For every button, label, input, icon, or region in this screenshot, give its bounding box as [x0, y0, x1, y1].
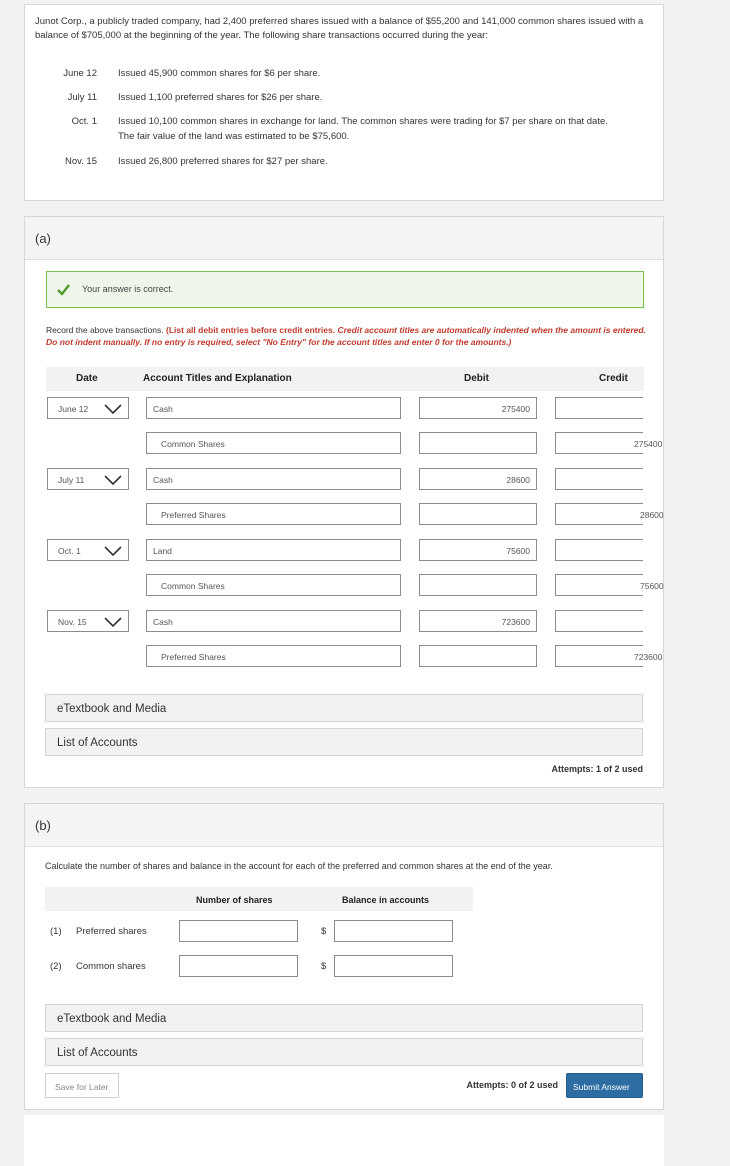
tx-date: July 11 — [67, 92, 97, 103]
credit-field[interactable] — [555, 645, 663, 667]
problem-intro: Junot Corp., a publicly traded company, had 2,400 preferred shares issued with a balance of $55,200 and 141,000 common shares issued with a balance of $705,000 at the beginning of the year. The following share transactions occurred during the year: — [35, 16, 644, 41]
debit-value: 275400 — [501, 404, 530, 414]
account-field[interactable] — [146, 468, 401, 490]
debit-value: 723600 — [501, 617, 530, 627]
account-value: Cash — [153, 617, 173, 627]
credit-value: 275400 — [634, 439, 663, 449]
correct-text: Your answer is correct. — [82, 284, 174, 294]
account-value: Cash — [153, 404, 173, 414]
chevron-down-icon — [103, 474, 123, 486]
tx-text: Issued 1,100 preferred shares for $26 per share. — [118, 92, 323, 103]
col-date: Date — [76, 373, 98, 384]
credit-field[interactable] — [555, 432, 663, 454]
currency-symbol: $ — [321, 961, 327, 972]
part-b-instruction: Calculate the number of shares and balance in the account for each of the preferred and common shares at the end of the year. — [45, 861, 553, 871]
chevron-down-icon — [103, 616, 123, 628]
tx-text: Issued 10,100 common shares in exchange for land. The common shares were trading for $7 per share on that date. — [118, 116, 608, 127]
save-for-later-label: Save for Later — [55, 1082, 109, 1092]
account-field[interactable] — [146, 645, 401, 667]
part-b-table-header — [45, 887, 473, 911]
debit-value: 75600 — [506, 546, 530, 556]
date-select[interactable] — [47, 397, 129, 419]
common-shares-count-input[interactable] — [179, 955, 298, 977]
account-value: Land — [153, 546, 172, 556]
save-for-later-button[interactable] — [45, 1073, 119, 1098]
row-label: Preferred shares — [76, 926, 147, 937]
account-value: Cash — [153, 475, 173, 485]
col-account: Account Titles and Explanation — [143, 373, 292, 384]
credit-field[interactable] — [555, 539, 643, 561]
row-number: (1) — [50, 926, 62, 937]
common-shares-balance-input[interactable] — [334, 955, 453, 977]
tx-date: June 12 — [63, 68, 97, 79]
instr-red-1: (List all debit entries before credit entries. — [166, 325, 338, 335]
debit-field[interactable] — [419, 503, 537, 525]
row-number: (2) — [50, 961, 62, 972]
correct-banner — [46, 271, 644, 308]
tx-date: Oct. 1 — [71, 116, 97, 127]
date-select[interactable] — [47, 539, 129, 561]
credit-field[interactable] — [555, 503, 664, 525]
etextbook-label: eTextbook and Media — [57, 1013, 167, 1025]
part-a-label: (a) — [35, 231, 51, 246]
list-of-accounts-label: List of Accounts — [57, 1047, 138, 1059]
problem-card — [24, 4, 664, 201]
attempts-text: Attempts: 0 of 2 used — [466, 1080, 558, 1090]
date-select[interactable] — [47, 468, 129, 490]
debit-field[interactable] — [419, 397, 537, 419]
account-value: Common Shares — [161, 581, 225, 591]
preferred-shares-count-input[interactable] — [179, 920, 298, 942]
col-balance-in-accounts: Balance in accounts — [342, 895, 430, 905]
credit-field[interactable] — [555, 574, 664, 596]
debit-field[interactable] — [419, 645, 537, 667]
instr-plain: Record the above transactions. — [46, 325, 167, 335]
col-number-of-shares: Number of shares — [196, 895, 273, 905]
etextbook-media-link[interactable] — [45, 1004, 643, 1032]
date-select[interactable] — [47, 610, 129, 632]
etextbook-label: eTextbook and Media — [57, 703, 167, 715]
account-field[interactable] — [146, 574, 401, 596]
submit-answer-button[interactable] — [566, 1073, 643, 1098]
tx-text: Issued 26,800 preferred shares for $27 per share. — [118, 156, 328, 167]
account-field[interactable] — [146, 397, 401, 419]
date-select-value: Oct. 1 — [58, 546, 81, 556]
debit-value: 28600 — [506, 475, 530, 485]
credit-value: 75600 — [640, 581, 664, 591]
instr-red-2: Credit account titles are automatically indented when the amount is entered. Do not indent manually. If no entry is required, select "No Entry" for the account titles and enter 0 for the amounts.) — [46, 325, 646, 347]
part-a-header — [25, 217, 663, 260]
account-value: Preferred Shares — [161, 652, 226, 662]
date-select-value: June 12 — [58, 404, 89, 414]
list-of-accounts-link[interactable] — [45, 1038, 643, 1066]
attempts-text: Attempts: 1 of 2 used — [551, 764, 643, 774]
currency-symbol: $ — [321, 926, 327, 937]
col-credit: Credit — [599, 373, 628, 384]
tx-date: Nov. 15 — [64, 156, 97, 167]
account-field[interactable] — [146, 610, 401, 632]
part-b-header — [25, 804, 663, 847]
date-select-value: July 11 — [58, 475, 85, 485]
etextbook-media-link[interactable] — [45, 694, 643, 722]
journal-header — [46, 367, 644, 391]
preferred-shares-balance-input[interactable] — [334, 920, 453, 942]
list-of-accounts-link[interactable] — [45, 728, 643, 756]
check-icon — [57, 284, 70, 295]
row-label: Common shares — [76, 961, 146, 972]
tx-text: Issued 45,900 common shares for $6 per share. — [118, 68, 321, 79]
bottom-panel — [24, 1115, 664, 1166]
date-select-value: Nov. 15 — [58, 617, 87, 627]
part-b-label: (b) — [35, 818, 51, 833]
debit-field[interactable] — [419, 432, 537, 454]
account-value: Preferred Shares — [161, 510, 226, 520]
chevron-down-icon — [103, 403, 123, 415]
account-value: Common Shares — [161, 439, 225, 449]
credit-value: 28600 — [640, 510, 664, 520]
submit-answer-label: Submit Answer — [573, 1082, 630, 1092]
chevron-down-icon — [103, 545, 123, 557]
debit-field[interactable] — [419, 468, 537, 490]
col-debit: Debit — [464, 373, 489, 384]
credit-value: 723600 — [634, 652, 663, 662]
tx-text-cont: The fair value of the land was estimated to be $75,600. — [118, 131, 350, 142]
debit-field[interactable] — [419, 539, 537, 561]
debit-field[interactable] — [419, 610, 537, 632]
list-of-accounts-label: List of Accounts — [57, 737, 138, 749]
credit-field[interactable] — [555, 397, 643, 419]
credit-field[interactable] — [555, 468, 643, 490]
part-a-instructions — [46, 324, 646, 348]
account-field[interactable] — [146, 432, 401, 454]
credit-field[interactable] — [555, 610, 643, 632]
account-field[interactable] — [146, 503, 401, 525]
debit-field[interactable] — [419, 574, 537, 596]
account-field[interactable] — [146, 539, 401, 561]
